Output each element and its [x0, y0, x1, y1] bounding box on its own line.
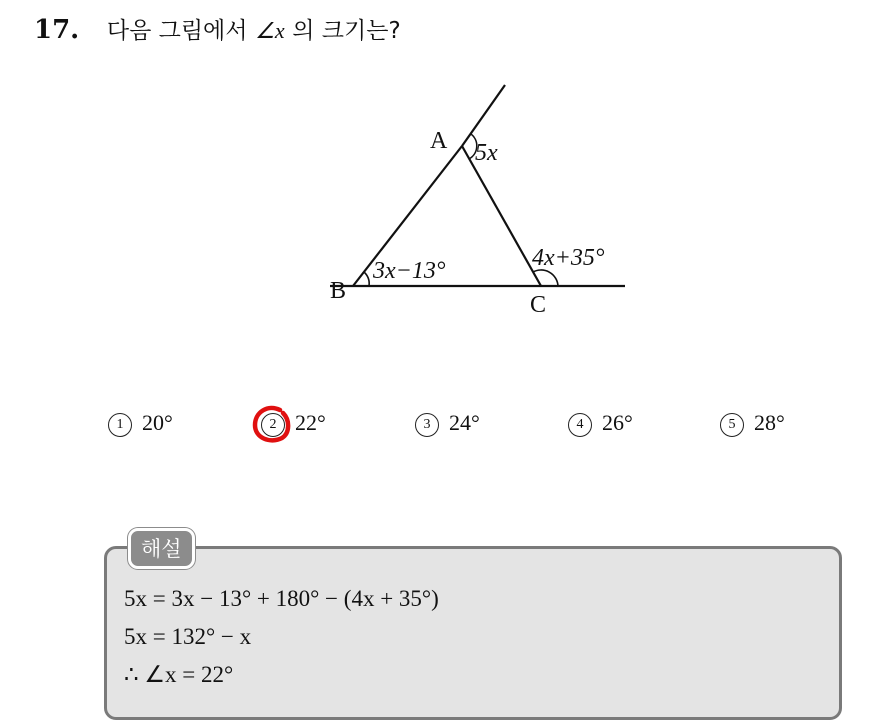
question-text: 다음 그림에서: [106, 18, 248, 44]
choice-number-2: 2: [261, 413, 285, 437]
answer-choices: [108, 410, 828, 450]
choice-5[interactable]: [720, 410, 785, 437]
choice-4[interactable]: [568, 410, 633, 437]
choice-number-5: 5: [720, 413, 744, 437]
choice-number-4: 4: [568, 413, 592, 437]
side-ab-extension: [462, 85, 505, 146]
question-angle-label: ∠x: [255, 18, 285, 43]
answer-mark-circle: [250, 402, 294, 446]
angle-a-label: 5x: [475, 140, 498, 166]
choice-value-2: 22°: [295, 410, 326, 435]
choice-value-5: 28°: [754, 410, 785, 435]
vertex-a-label: A: [430, 128, 448, 154]
question-suffix: 의 크기는?: [292, 18, 401, 44]
triangle-figure: [300, 80, 660, 330]
question-header: [34, 12, 401, 45]
vertex-b-label: B: [330, 278, 347, 304]
angle-b-label: 3x−13°: [373, 258, 446, 284]
solution-line-1: 5x = 3x − 13° + 180° − (4x + 35°): [124, 586, 439, 611]
side-ac: [462, 146, 541, 286]
choice-value-1: 20°: [142, 410, 173, 435]
angle-c-label: 4x+35°: [532, 245, 605, 271]
choice-3[interactable]: [415, 410, 480, 437]
solution-line-2: 5x = 132° − x: [124, 624, 252, 649]
angle-b-arc: [364, 272, 369, 286]
choice-value-4: 26°: [602, 410, 633, 435]
solution-line-3: ∴ ∠x = 22°: [124, 662, 234, 687]
solution-tag: 해설: [128, 528, 195, 569]
choice-number-3: 3: [415, 413, 439, 437]
question-number: 17.: [34, 15, 80, 45]
choice-1[interactable]: [108, 410, 173, 437]
vertex-c-label: C: [530, 292, 547, 318]
choice-number-1: 1: [108, 413, 132, 437]
choice-value-3: 24°: [449, 410, 480, 435]
